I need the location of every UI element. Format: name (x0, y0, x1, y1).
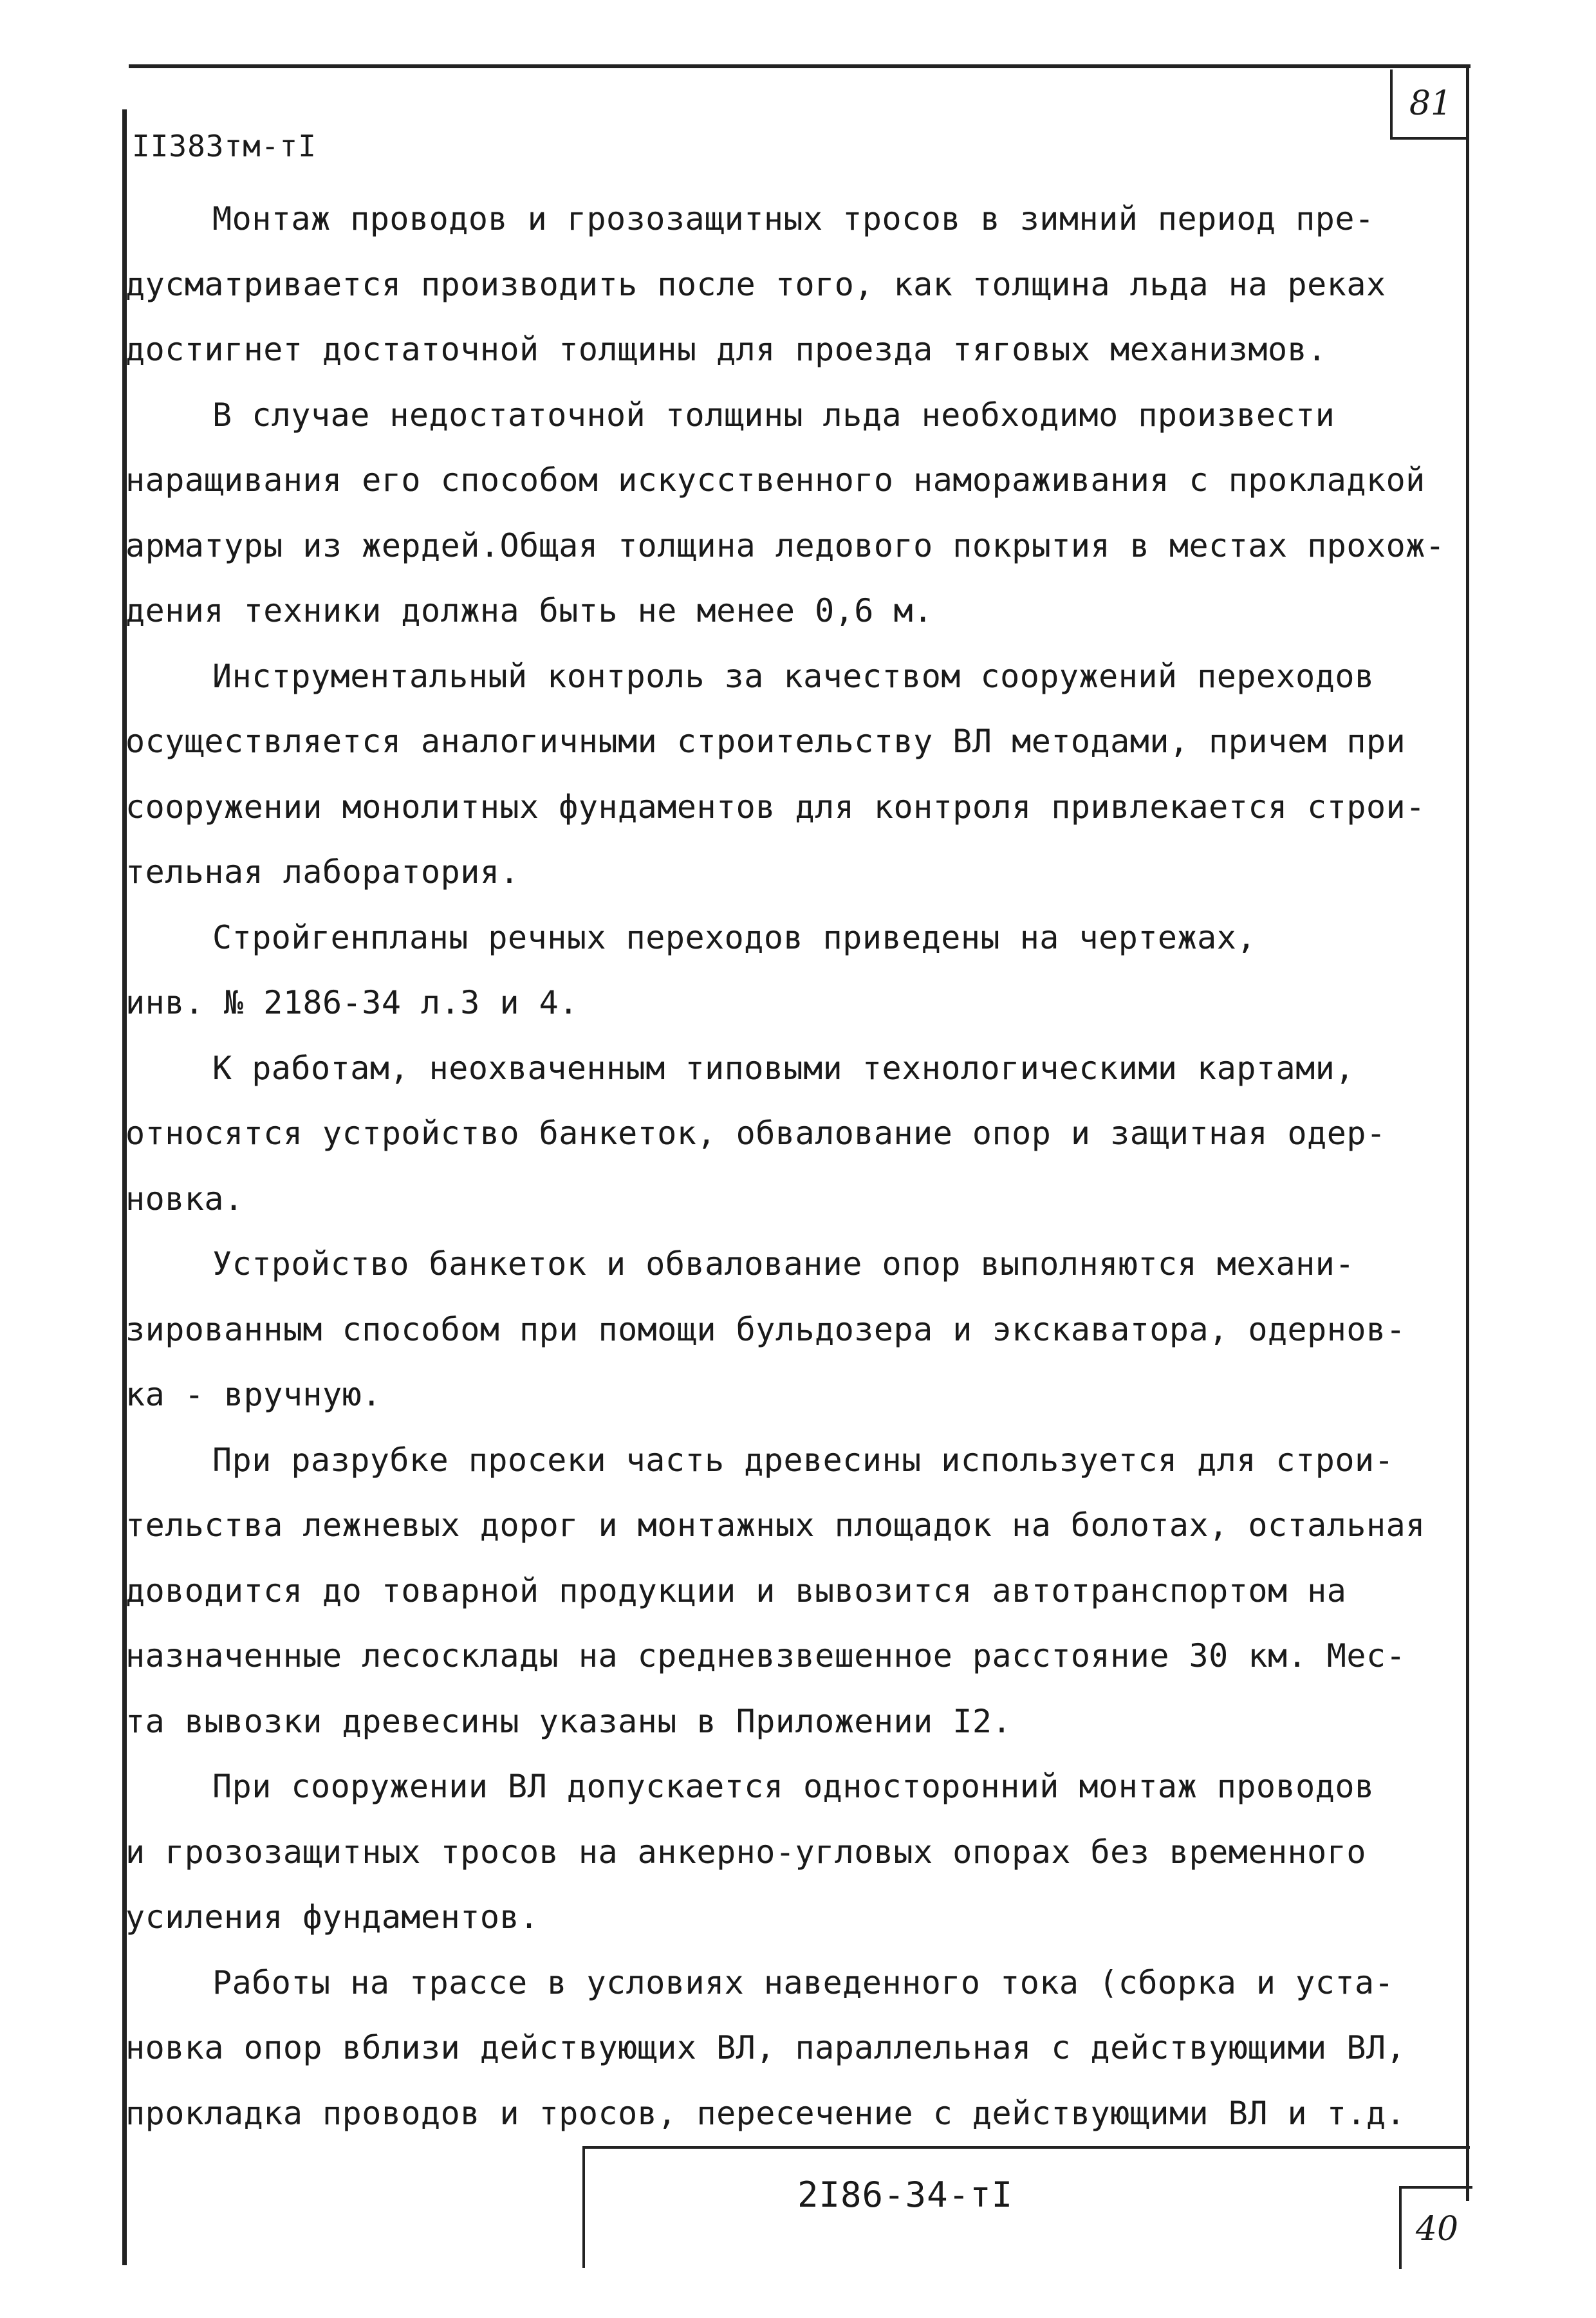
sheet-number: 81 (1409, 84, 1452, 123)
text-line: дения техники должна быть не менее 0,6 м. (125, 592, 933, 629)
frame-top-line (129, 64, 1471, 68)
text-line: новка опор вблизи действующих ВЛ, параллельная с действующими ВЛ, (125, 2029, 1406, 2066)
text-line: та вывозки древесины указаны в Приложении I2. (125, 1702, 1012, 1740)
frame-right-line (1466, 64, 1469, 2201)
text-line: осуществляется аналогичными строительству ВЛ методами, причем при (125, 723, 1406, 760)
document-code: II383тм-тI (132, 129, 317, 163)
text-line: В случае недостаточной толщины льда необходимо произвести (212, 396, 1335, 434)
text-line: относятся устройство банкеток, обвалование опор и защитная одер- (125, 1115, 1386, 1152)
text-line: ка - вручную. (125, 1376, 382, 1413)
text-line: Устройство банкеток и обвалование опор выполняются механи- (212, 1245, 1355, 1283)
text-line: При разрубке просеки часть древесины используется для строи- (212, 1441, 1395, 1479)
text-line: новка. (125, 1180, 244, 1218)
text-line: сооружении монолитных фундаментов для контроля привлекается строи- (125, 788, 1425, 826)
text-line: Работы на трассе в условиях наведенного тока (сборка и уста- (212, 1963, 1395, 2001)
text-line: Инструментальный контроль за качеством сооружений переходов (212, 657, 1375, 695)
stamp-page-box (1399, 2186, 1472, 2269)
text-line: При сооружении ВЛ допускается односторонний монтаж проводов (212, 1768, 1375, 1805)
text-line: и грозозащитных тросов на анкерно-угловых опорах без временного (125, 1833, 1366, 1871)
text-line: тельная лаборатория. (125, 853, 520, 891)
page-number: 40 (1415, 2209, 1459, 2248)
text-line: зированным способом при помощи бульдозера и экскаватора, одернов- (125, 1310, 1406, 1348)
sheet-number-box (1390, 70, 1469, 140)
stamp-document-code: 2I86-34-тI (797, 2174, 1014, 2215)
title-block-stamp (582, 2146, 1470, 2268)
text-line: доводится до товарной продукции и вывозится автотранспортом на (125, 1572, 1347, 1609)
text-line: усиления фундаментов. (125, 1898, 539, 1936)
text-line: Монтаж проводов и грозозащитных тросов в зимний период пре- (212, 200, 1375, 237)
text-line: инв. № 2186-34 л.3 и 4. (125, 984, 579, 1021)
text-line: наращивания его способом искусственного намораживания с прокладкой (125, 461, 1425, 499)
text-line: Стройгенпланы речных переходов приведены на чертежах, (212, 918, 1256, 956)
text-line: тельства лежневых дорог и монтажных площадок на болотах, остальная (125, 1507, 1425, 1544)
text-line: дусматривается производить после того, как толщина льда на реках (125, 265, 1386, 303)
text-line: прокладка проводов и тросов, пересечение с действующими ВЛ и т.д. (125, 2094, 1406, 2132)
body-text (125, 187, 1451, 2146)
text-line: достигнет достаточной толщины для проезда тяговых механизмов. (125, 331, 1327, 368)
text-line: К работам, неохваченным типовыми технологическими картами, (212, 1049, 1355, 1087)
text-line: назначенные лесосклады на средневзвешенное расстояние 30 км. Мес- (125, 1637, 1406, 1674)
text-line: арматуры из жердей.Общая толщина ледового покрытия в местах прохож- (125, 526, 1445, 564)
